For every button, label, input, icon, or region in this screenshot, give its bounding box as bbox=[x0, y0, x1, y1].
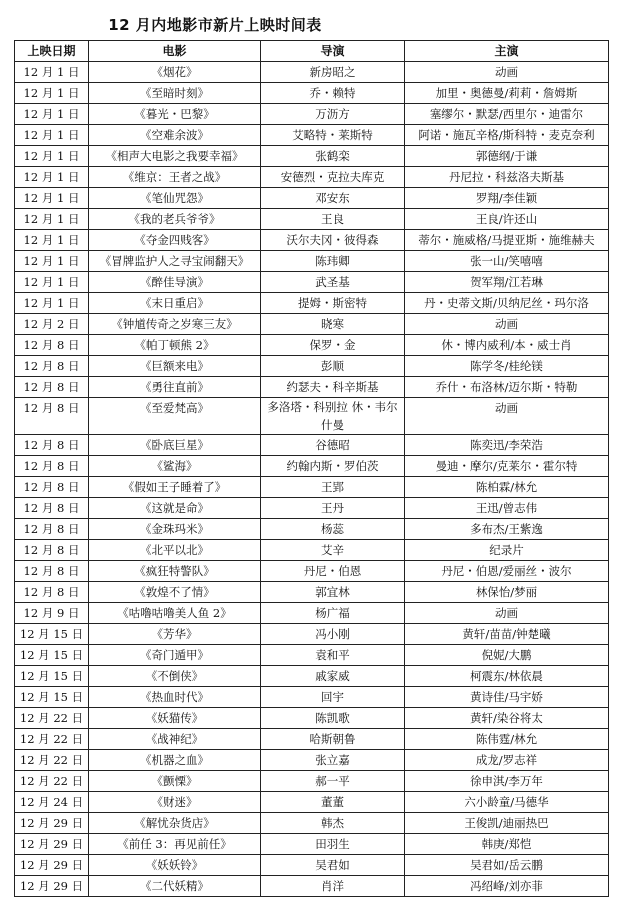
film-title-cell: 《二代妖精》 bbox=[89, 876, 261, 897]
table-row bbox=[15, 125, 609, 146]
director-cell: 杨蕊 bbox=[261, 519, 405, 540]
director-cell: 新房昭之 bbox=[261, 62, 405, 83]
release-schedule-table bbox=[14, 40, 609, 897]
release-date-cell: 12 月 15 日 bbox=[15, 624, 89, 645]
table-row bbox=[15, 666, 609, 687]
director-cell: 提姆・斯密特 bbox=[261, 293, 405, 314]
film-title-cell: 《机器之血》 bbox=[89, 750, 261, 771]
cast-cell: 陈柏霖/林允 bbox=[405, 477, 609, 498]
table-row bbox=[15, 335, 609, 356]
release-date-cell: 12 月 1 日 bbox=[15, 146, 89, 167]
release-date-cell: 12 月 24 日 bbox=[15, 792, 89, 813]
film-title-cell: 《金珠玛米》 bbox=[89, 519, 261, 540]
table-row bbox=[15, 792, 609, 813]
cast-cell: 王良/许还山 bbox=[405, 209, 609, 230]
cast-cell: 黄轩/苗苗/钟楚曦 bbox=[405, 624, 609, 645]
table-body bbox=[15, 62, 609, 897]
film-title-cell: 《假如王子睡着了》 bbox=[89, 477, 261, 498]
release-date-cell: 12 月 22 日 bbox=[15, 750, 89, 771]
director-cell: 杨广福 bbox=[261, 603, 405, 624]
release-date-cell: 12 月 1 日 bbox=[15, 251, 89, 272]
release-date-cell: 12 月 1 日 bbox=[15, 293, 89, 314]
cast-cell: 冯绍峰/刘亦菲 bbox=[405, 876, 609, 897]
cast-cell: 王迅/曾志伟 bbox=[405, 498, 609, 519]
release-date-cell: 12 月 8 日 bbox=[15, 377, 89, 398]
table-row bbox=[15, 356, 609, 377]
release-date-cell: 12 月 8 日 bbox=[15, 582, 89, 603]
table-row bbox=[15, 540, 609, 561]
film-title-cell: 《芳华》 bbox=[89, 624, 261, 645]
table-row bbox=[15, 687, 609, 708]
film-title-cell: 《战神纪》 bbox=[89, 729, 261, 750]
cast-cell: 成龙/罗志祥 bbox=[405, 750, 609, 771]
director-cell: 安德烈・克拉夫库克 bbox=[261, 167, 405, 188]
cast-cell: 动画 bbox=[405, 314, 609, 335]
cast-cell: 多布杰/王紫逸 bbox=[405, 519, 609, 540]
film-title-cell: 《财迷》 bbox=[89, 792, 261, 813]
release-date-cell: 12 月 8 日 bbox=[15, 335, 89, 356]
director-cell: 郭宜林 bbox=[261, 582, 405, 603]
cast-cell: 郭德纲/于谦 bbox=[405, 146, 609, 167]
cast-cell: 丹尼・伯恩/爱丽丝・波尔 bbox=[405, 561, 609, 582]
release-date-cell: 12 月 8 日 bbox=[15, 498, 89, 519]
director-cell: 谷德昭 bbox=[261, 435, 405, 456]
director-cell: 韩杰 bbox=[261, 813, 405, 834]
cast-cell: 张一山/笑嘻嘻 bbox=[405, 251, 609, 272]
table-row bbox=[15, 876, 609, 897]
header-cast: 主演 bbox=[405, 41, 609, 62]
table-row bbox=[15, 645, 609, 666]
director-cell: 约翰内斯・罗伯茨 bbox=[261, 456, 405, 477]
film-title-cell: 《冒牌监护人之寻宝闹翻天》 bbox=[89, 251, 261, 272]
table-row bbox=[15, 603, 609, 624]
document-title: 12 月内地影市新片上映时间表 bbox=[108, 16, 322, 34]
director-cell: 哈斯朝鲁 bbox=[261, 729, 405, 750]
film-title-cell: 《咕噜咕噜美人鱼 2》 bbox=[89, 603, 261, 624]
table-row bbox=[15, 708, 609, 729]
cast-cell: 徐申淇/李万年 bbox=[405, 771, 609, 792]
table-row bbox=[15, 729, 609, 750]
release-date-cell: 12 月 22 日 bbox=[15, 729, 89, 750]
cast-cell: 贺军翔/江若琳 bbox=[405, 272, 609, 293]
film-title-cell: 《敦煌不了情》 bbox=[89, 582, 261, 603]
cast-cell: 吴君如/岳云鹏 bbox=[405, 855, 609, 876]
director-cell: 艾略特・莱斯特 bbox=[261, 125, 405, 146]
table-row bbox=[15, 477, 609, 498]
cast-cell: 黄诗佳/马宇娇 bbox=[405, 687, 609, 708]
release-date-cell: 12 月 22 日 bbox=[15, 708, 89, 729]
table-row bbox=[15, 272, 609, 293]
cast-cell: 柯震东/林依晨 bbox=[405, 666, 609, 687]
film-title-cell: 《帕丁顿熊 2》 bbox=[89, 335, 261, 356]
director-cell: 多洛塔・科别拉 休・韦尔什曼 bbox=[261, 398, 405, 435]
film-title-cell: 《解忧杂货店》 bbox=[89, 813, 261, 834]
table-row bbox=[15, 167, 609, 188]
release-date-cell: 12 月 1 日 bbox=[15, 230, 89, 251]
film-title-cell: 《至爱梵高》 bbox=[89, 398, 261, 435]
director-cell: 袁和平 bbox=[261, 645, 405, 666]
release-date-cell: 12 月 8 日 bbox=[15, 456, 89, 477]
table-row bbox=[15, 377, 609, 398]
director-cell: 肖洋 bbox=[261, 876, 405, 897]
film-title-cell: 《至暗时刻》 bbox=[89, 83, 261, 104]
film-title-cell: 《热血时代》 bbox=[89, 687, 261, 708]
film-title-cell: 《北平以北》 bbox=[89, 540, 261, 561]
release-date-cell: 12 月 1 日 bbox=[15, 167, 89, 188]
release-date-cell: 12 月 8 日 bbox=[15, 398, 89, 435]
release-date-cell: 12 月 8 日 bbox=[15, 435, 89, 456]
film-title-cell: 《空难余波》 bbox=[89, 125, 261, 146]
director-cell: 张鹤栾 bbox=[261, 146, 405, 167]
director-cell: 万沥方 bbox=[261, 104, 405, 125]
cast-cell: 加里・奥德曼/莉莉・詹姆斯 bbox=[405, 83, 609, 104]
director-cell: 冯小刚 bbox=[261, 624, 405, 645]
film-title-cell: 《末日重启》 bbox=[89, 293, 261, 314]
cast-cell: 丹尼拉・科兹洛夫斯基 bbox=[405, 167, 609, 188]
header-director: 导演 bbox=[261, 41, 405, 62]
cast-cell: 罗翔/李佳颖 bbox=[405, 188, 609, 209]
film-title-cell: 《醉佳导演》 bbox=[89, 272, 261, 293]
table-row bbox=[15, 209, 609, 230]
director-cell: 田羽生 bbox=[261, 834, 405, 855]
release-date-cell: 12 月 1 日 bbox=[15, 62, 89, 83]
film-title-cell: 《不倒侠》 bbox=[89, 666, 261, 687]
director-cell: 武圣基 bbox=[261, 272, 405, 293]
table-row bbox=[15, 104, 609, 125]
table-row bbox=[15, 582, 609, 603]
cast-cell: 休・博内威利/本・威士肖 bbox=[405, 335, 609, 356]
director-cell: 乔・赖特 bbox=[261, 83, 405, 104]
director-cell: 艾辛 bbox=[261, 540, 405, 561]
release-date-cell: 12 月 1 日 bbox=[15, 188, 89, 209]
release-date-cell: 12 月 8 日 bbox=[15, 356, 89, 377]
release-date-cell: 12 月 8 日 bbox=[15, 540, 89, 561]
table-row bbox=[15, 456, 609, 477]
release-date-cell: 12 月 1 日 bbox=[15, 125, 89, 146]
director-cell: 吴君如 bbox=[261, 855, 405, 876]
film-title-cell: 《我的老兵爷爷》 bbox=[89, 209, 261, 230]
cast-cell: 纪录片 bbox=[405, 540, 609, 561]
cast-cell: 阿诺・施瓦辛格/斯科特・麦克奈利 bbox=[405, 125, 609, 146]
table-row bbox=[15, 855, 609, 876]
cast-cell: 动画 bbox=[405, 398, 609, 435]
film-title-cell: 《钟馗传奇之岁寒三友》 bbox=[89, 314, 261, 335]
film-title-cell: 《前任 3：再见前任》 bbox=[89, 834, 261, 855]
film-title-cell: 《这就是命》 bbox=[89, 498, 261, 519]
release-date-cell: 12 月 1 日 bbox=[15, 272, 89, 293]
table-row bbox=[15, 771, 609, 792]
table-row bbox=[15, 293, 609, 314]
film-title-cell: 《笔仙咒怨》 bbox=[89, 188, 261, 209]
table-row bbox=[15, 519, 609, 540]
director-cell: 董董 bbox=[261, 792, 405, 813]
release-date-cell: 12 月 22 日 bbox=[15, 771, 89, 792]
director-cell: 沃尔夫冈・彼得森 bbox=[261, 230, 405, 251]
cast-cell: 乔什・布洛林/迈尔斯・特勒 bbox=[405, 377, 609, 398]
release-date-cell: 12 月 9 日 bbox=[15, 603, 89, 624]
film-title-cell: 《奇门遁甲》 bbox=[89, 645, 261, 666]
table-row bbox=[15, 230, 609, 251]
cast-cell: 陈学冬/桂纶镁 bbox=[405, 356, 609, 377]
table-row bbox=[15, 188, 609, 209]
header-date: 上映日期 bbox=[15, 41, 89, 62]
release-date-cell: 12 月 2 日 bbox=[15, 314, 89, 335]
film-title-cell: 《颤慄》 bbox=[89, 771, 261, 792]
film-title-cell: 《维京：王者之战》 bbox=[89, 167, 261, 188]
cast-cell: 蒂尔・施威格/马提亚斯・施维赫夫 bbox=[405, 230, 609, 251]
release-date-cell: 12 月 1 日 bbox=[15, 209, 89, 230]
film-title-cell: 《疯狂特警队》 bbox=[89, 561, 261, 582]
table-row bbox=[15, 624, 609, 645]
cast-cell: 陈伟霆/林允 bbox=[405, 729, 609, 750]
release-date-cell: 12 月 1 日 bbox=[15, 104, 89, 125]
release-date-cell: 12 月 8 日 bbox=[15, 477, 89, 498]
table-row bbox=[15, 834, 609, 855]
director-cell: 王郢 bbox=[261, 477, 405, 498]
director-cell: 戚家威 bbox=[261, 666, 405, 687]
header-film: 电影 bbox=[89, 41, 261, 62]
film-title-cell: 《夺金四贱客》 bbox=[89, 230, 261, 251]
table-row bbox=[15, 251, 609, 272]
release-date-cell: 12 月 29 日 bbox=[15, 876, 89, 897]
release-date-cell: 12 月 29 日 bbox=[15, 834, 89, 855]
cast-cell: 动画 bbox=[405, 62, 609, 83]
film-title-cell: 《妖妖铃》 bbox=[89, 855, 261, 876]
director-cell: 保罗・金 bbox=[261, 335, 405, 356]
film-title-cell: 《暮光・巴黎》 bbox=[89, 104, 261, 125]
cast-cell: 曼迪・摩尔/克莱尔・霍尔特 bbox=[405, 456, 609, 477]
cast-cell: 韩庚/郑恺 bbox=[405, 834, 609, 855]
table-row bbox=[15, 398, 609, 435]
film-title-cell: 《勇往直前》 bbox=[89, 377, 261, 398]
table-row bbox=[15, 62, 609, 83]
film-title-cell: 《卧底巨星》 bbox=[89, 435, 261, 456]
director-cell: 陈玮卿 bbox=[261, 251, 405, 272]
cast-cell: 塞缪尔・默瑟/西里尔・迪雷尔 bbox=[405, 104, 609, 125]
cast-cell: 六小龄童/马德华 bbox=[405, 792, 609, 813]
director-cell: 丹尼・伯恩 bbox=[261, 561, 405, 582]
release-date-cell: 12 月 15 日 bbox=[15, 645, 89, 666]
director-cell: 彭顺 bbox=[261, 356, 405, 377]
table-row bbox=[15, 314, 609, 335]
table-row bbox=[15, 435, 609, 456]
cast-cell: 动画 bbox=[405, 603, 609, 624]
table-row bbox=[15, 750, 609, 771]
film-title-cell: 《妖猫传》 bbox=[89, 708, 261, 729]
cast-cell: 王俊凯/迪丽热巴 bbox=[405, 813, 609, 834]
release-date-cell: 12 月 29 日 bbox=[15, 813, 89, 834]
director-cell: 回宇 bbox=[261, 687, 405, 708]
cast-cell: 林保怡/梦丽 bbox=[405, 582, 609, 603]
director-cell: 邓安东 bbox=[261, 188, 405, 209]
table-row bbox=[15, 83, 609, 104]
film-title-cell: 《鲨海》 bbox=[89, 456, 261, 477]
director-cell: 郝一平 bbox=[261, 771, 405, 792]
table-row bbox=[15, 498, 609, 519]
release-date-cell: 12 月 29 日 bbox=[15, 855, 89, 876]
director-cell: 约瑟夫・科辛斯基 bbox=[261, 377, 405, 398]
table-row bbox=[15, 561, 609, 582]
cast-cell: 倪妮/大鹏 bbox=[405, 645, 609, 666]
director-cell: 晓寒 bbox=[261, 314, 405, 335]
table-row bbox=[15, 146, 609, 167]
director-cell: 张立嘉 bbox=[261, 750, 405, 771]
film-title-cell: 《相声大电影之我要幸福》 bbox=[89, 146, 261, 167]
cast-cell: 陈奕迅/李荣浩 bbox=[405, 435, 609, 456]
table-header-row bbox=[15, 41, 609, 62]
cast-cell: 黄轩/染谷将太 bbox=[405, 708, 609, 729]
table-row bbox=[15, 813, 609, 834]
film-title-cell: 《烟花》 bbox=[89, 62, 261, 83]
director-cell: 王良 bbox=[261, 209, 405, 230]
release-date-cell: 12 月 8 日 bbox=[15, 561, 89, 582]
film-title-cell: 《巨额来电》 bbox=[89, 356, 261, 377]
release-date-cell: 12 月 8 日 bbox=[15, 519, 89, 540]
cast-cell: 丹・史蒂文斯/贝纳尼丝・玛尔洛 bbox=[405, 293, 609, 314]
director-cell: 陈凯歌 bbox=[261, 708, 405, 729]
release-date-cell: 12 月 1 日 bbox=[15, 83, 89, 104]
director-cell: 王丹 bbox=[261, 498, 405, 519]
release-date-cell: 12 月 15 日 bbox=[15, 687, 89, 708]
release-date-cell: 12 月 15 日 bbox=[15, 666, 89, 687]
